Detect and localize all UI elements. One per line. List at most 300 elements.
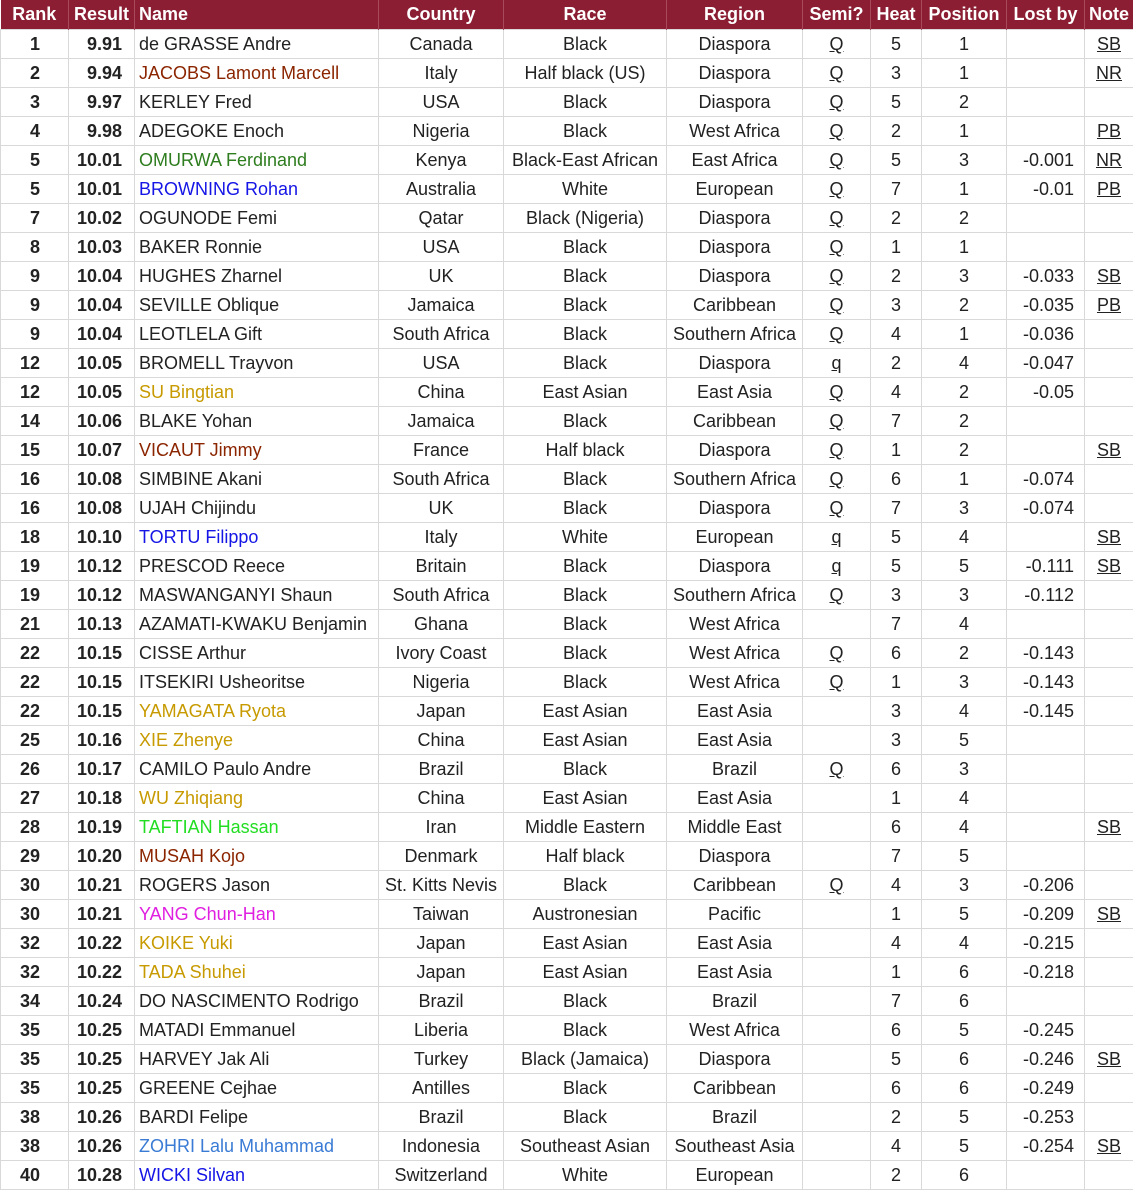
semi-qualifier-link xyxy=(803,987,871,1016)
athlete-name: HARVEY Jak Ali xyxy=(135,1045,379,1074)
position-cell: 5 xyxy=(922,1132,1007,1161)
region-cell: East Asia xyxy=(667,697,803,726)
region-cell: Southeast Asia xyxy=(667,1132,803,1161)
semi-qualifier-link[interactable]: Q xyxy=(803,233,871,262)
athlete-name: OGUNODE Femi xyxy=(135,204,379,233)
note-link xyxy=(1085,755,1133,784)
heat-cell: 1 xyxy=(871,900,922,929)
country-cell: Jamaica xyxy=(379,291,504,320)
region-cell: Brazil xyxy=(667,1103,803,1132)
semi-qualifier-link[interactable]: Q xyxy=(803,175,871,204)
lost-by-cell: -0.143 xyxy=(1007,668,1085,697)
result-cell: 9.91 xyxy=(69,30,135,59)
position-cell: 4 xyxy=(922,929,1007,958)
note-link[interactable]: SB xyxy=(1085,552,1133,581)
region-cell: European xyxy=(667,523,803,552)
semi-qualifier-link[interactable]: Q xyxy=(803,291,871,320)
note-link xyxy=(1085,639,1133,668)
header-region[interactable]: Region xyxy=(667,0,803,30)
region-cell: East Asia xyxy=(667,958,803,987)
country-cell: Italy xyxy=(379,59,504,88)
region-cell: Diaspora xyxy=(667,552,803,581)
rank-cell: 19 xyxy=(1,581,69,610)
rank-cell: 5 xyxy=(1,175,69,204)
semi-qualifier-link xyxy=(803,842,871,871)
position-cell: 5 xyxy=(922,900,1007,929)
note-link xyxy=(1085,697,1133,726)
race-cell: Black xyxy=(504,30,667,59)
country-cell: Jamaica xyxy=(379,407,504,436)
rank-cell: 1 xyxy=(1,30,69,59)
heat-cell: 1 xyxy=(871,784,922,813)
heat-cell: 3 xyxy=(871,291,922,320)
athlete-name: TAFTIAN Hassan xyxy=(135,813,379,842)
position-cell: 3 xyxy=(922,581,1007,610)
note-link[interactable]: SB xyxy=(1085,523,1133,552)
header-country[interactable]: Country xyxy=(379,0,504,30)
table-row xyxy=(1,610,1133,639)
lost-by-cell: -0.074 xyxy=(1007,494,1085,523)
rank-cell: 16 xyxy=(1,465,69,494)
region-cell: Southern Africa xyxy=(667,320,803,349)
athlete-name: SEVILLE Oblique xyxy=(135,291,379,320)
rank-cell: 5 xyxy=(1,146,69,175)
position-cell: 2 xyxy=(922,639,1007,668)
region-cell: West Africa xyxy=(667,117,803,146)
lost-by-cell: -0.111 xyxy=(1007,552,1085,581)
athlete-name: PRESCOD Reece xyxy=(135,552,379,581)
table-row xyxy=(1,59,1133,88)
header-heat[interactable]: Heat xyxy=(871,0,922,30)
rank-cell: 22 xyxy=(1,639,69,668)
country-cell: USA xyxy=(379,88,504,117)
heat-cell: 3 xyxy=(871,726,922,755)
position-cell: 2 xyxy=(922,407,1007,436)
region-cell: East Africa xyxy=(667,146,803,175)
note-link xyxy=(1085,668,1133,697)
note-link xyxy=(1085,958,1133,987)
athlete-name: MUSAH Kojo xyxy=(135,842,379,871)
athlete-name: de GRASSE Andre xyxy=(135,30,379,59)
region-cell: Diaspora xyxy=(667,349,803,378)
semi-qualifier-link[interactable]: Q xyxy=(803,88,871,117)
lost-by-cell xyxy=(1007,610,1085,639)
athlete-name: SU Bingtian xyxy=(135,378,379,407)
rank-cell: 9 xyxy=(1,320,69,349)
rank-cell: 21 xyxy=(1,610,69,639)
lost-by-cell xyxy=(1007,726,1085,755)
athlete-name: KOIKE Yuki xyxy=(135,929,379,958)
table-row xyxy=(1,697,1133,726)
race-cell: Black xyxy=(504,1074,667,1103)
lost-by-cell: -0.215 xyxy=(1007,929,1085,958)
athlete-name: ADEGOKE Enoch xyxy=(135,117,379,146)
table-body xyxy=(1,30,1133,1190)
region-cell: Middle East xyxy=(667,813,803,842)
rank-cell: 25 xyxy=(1,726,69,755)
result-cell: 10.06 xyxy=(69,407,135,436)
race-cell: Black xyxy=(504,1016,667,1045)
heat-cell: 1 xyxy=(871,436,922,465)
note-link[interactable]: NR xyxy=(1085,146,1133,175)
semi-qualifier-link xyxy=(803,900,871,929)
country-cell: Qatar xyxy=(379,204,504,233)
country-cell: Britain xyxy=(379,552,504,581)
region-cell: Caribbean xyxy=(667,1074,803,1103)
lost-by-cell xyxy=(1007,30,1085,59)
result-cell: 10.22 xyxy=(69,958,135,987)
semi-qualifier-link[interactable]: q xyxy=(803,523,871,552)
race-cell: East Asian xyxy=(504,958,667,987)
heat-cell: 7 xyxy=(871,175,922,204)
header-semi[interactable]: Semi? xyxy=(803,0,871,30)
race-cell: East Asian xyxy=(504,697,667,726)
athlete-name: CAMILO Paulo Andre xyxy=(135,755,379,784)
header-race[interactable]: Race xyxy=(504,0,667,30)
athlete-name: UJAH Chijindu xyxy=(135,494,379,523)
semi-qualifier-link[interactable]: q xyxy=(803,349,871,378)
position-cell: 3 xyxy=(922,146,1007,175)
race-cell: White xyxy=(504,1161,667,1190)
race-cell: Black xyxy=(504,88,667,117)
position-cell: 4 xyxy=(922,784,1007,813)
semi-qualifier-link[interactable]: Q xyxy=(803,755,871,784)
rank-cell: 12 xyxy=(1,349,69,378)
semi-qualifier-link[interactable]: Q xyxy=(803,668,871,697)
result-cell: 10.24 xyxy=(69,987,135,1016)
lost-by-cell xyxy=(1007,755,1085,784)
heat-cell: 5 xyxy=(871,88,922,117)
semi-qualifier-link xyxy=(803,813,871,842)
country-cell: Canada xyxy=(379,30,504,59)
lost-by-cell: -0.033 xyxy=(1007,262,1085,291)
semi-qualifier-link[interactable]: Q xyxy=(803,204,871,233)
lost-by-cell xyxy=(1007,233,1085,262)
athlete-name: BROMELL Trayvon xyxy=(135,349,379,378)
result-cell: 10.16 xyxy=(69,726,135,755)
lost-by-cell xyxy=(1007,784,1085,813)
table-row xyxy=(1,291,1133,320)
heat-cell: 6 xyxy=(871,813,922,842)
region-cell: Diaspora xyxy=(667,59,803,88)
rank-cell: 30 xyxy=(1,871,69,900)
athlete-name: AZAMATI-KWAKU Benjamin xyxy=(135,610,379,639)
race-cell: Black xyxy=(504,320,667,349)
rank-cell: 32 xyxy=(1,929,69,958)
table-row xyxy=(1,88,1133,117)
lost-by-cell xyxy=(1007,813,1085,842)
note-link[interactable]: SB xyxy=(1085,1045,1133,1074)
country-cell: Turkey xyxy=(379,1045,504,1074)
result-cell: 10.15 xyxy=(69,668,135,697)
country-cell: Japan xyxy=(379,958,504,987)
race-cell: Black xyxy=(504,262,667,291)
lost-by-cell xyxy=(1007,59,1085,88)
lost-by-cell xyxy=(1007,1161,1085,1190)
athlete-name: MASWANGANYI Shaun xyxy=(135,581,379,610)
region-cell: West Africa xyxy=(667,1016,803,1045)
country-cell: USA xyxy=(379,349,504,378)
position-cell: 6 xyxy=(922,1074,1007,1103)
table-row xyxy=(1,146,1133,175)
heat-cell: 4 xyxy=(871,378,922,407)
note-link xyxy=(1085,233,1133,262)
athlete-name: WU Zhiqiang xyxy=(135,784,379,813)
semi-qualifier-link[interactable]: Q xyxy=(803,320,871,349)
race-cell: Austronesian xyxy=(504,900,667,929)
country-cell: UK xyxy=(379,262,504,291)
position-cell: 5 xyxy=(922,842,1007,871)
heat-cell: 1 xyxy=(871,668,922,697)
position-cell: 2 xyxy=(922,291,1007,320)
race-cell: Black xyxy=(504,871,667,900)
table-row xyxy=(1,987,1133,1016)
note-link[interactable]: SB xyxy=(1085,813,1133,842)
heat-cell: 2 xyxy=(871,1161,922,1190)
position-cell: 2 xyxy=(922,204,1007,233)
race-cell: Half black (US) xyxy=(504,59,667,88)
position-cell: 1 xyxy=(922,465,1007,494)
heat-cell: 4 xyxy=(871,929,922,958)
athlete-name: JACOBS Lamont Marcell xyxy=(135,59,379,88)
country-cell: Antilles xyxy=(379,1074,504,1103)
race-cell: Middle Eastern xyxy=(504,813,667,842)
note-link[interactable]: NR xyxy=(1085,59,1133,88)
result-cell: 10.25 xyxy=(69,1016,135,1045)
race-cell: Southeast Asian xyxy=(504,1132,667,1161)
note-link xyxy=(1085,1103,1133,1132)
lost-by-cell: -0.01 xyxy=(1007,175,1085,204)
semi-qualifier-link xyxy=(803,784,871,813)
semi-qualifier-link xyxy=(803,1103,871,1132)
athlete-name: BLAKE Yohan xyxy=(135,407,379,436)
lost-by-cell: -0.035 xyxy=(1007,291,1085,320)
note-link xyxy=(1085,1161,1133,1190)
note-link[interactable]: SB xyxy=(1085,436,1133,465)
result-cell: 10.15 xyxy=(69,697,135,726)
semi-qualifier-link[interactable]: Q xyxy=(803,871,871,900)
header-lost-by[interactable]: Lost by xyxy=(1007,0,1085,30)
note-link[interactable]: SB xyxy=(1085,1132,1133,1161)
note-link xyxy=(1085,88,1133,117)
race-cell: Black xyxy=(504,639,667,668)
result-cell: 10.15 xyxy=(69,639,135,668)
table-row xyxy=(1,639,1133,668)
region-cell: West Africa xyxy=(667,639,803,668)
country-cell: Ghana xyxy=(379,610,504,639)
rank-cell: 30 xyxy=(1,900,69,929)
rank-cell: 35 xyxy=(1,1016,69,1045)
region-cell: Pacific xyxy=(667,900,803,929)
country-cell: Switzerland xyxy=(379,1161,504,1190)
lost-by-cell xyxy=(1007,523,1085,552)
country-cell: Brazil xyxy=(379,755,504,784)
region-cell: Southern Africa xyxy=(667,465,803,494)
race-cell: Half black xyxy=(504,842,667,871)
heat-cell: 3 xyxy=(871,59,922,88)
semi-qualifier-link[interactable]: Q xyxy=(803,639,871,668)
race-cell: East Asian xyxy=(504,378,667,407)
note-link xyxy=(1085,1016,1133,1045)
position-cell: 5 xyxy=(922,726,1007,755)
table-row xyxy=(1,494,1133,523)
table-row xyxy=(1,581,1133,610)
region-cell: Diaspora xyxy=(667,436,803,465)
country-cell: Japan xyxy=(379,697,504,726)
note-link[interactable]: SB xyxy=(1085,30,1133,59)
country-cell: South Africa xyxy=(379,465,504,494)
heat-cell: 2 xyxy=(871,262,922,291)
semi-qualifier-link[interactable]: Q xyxy=(803,30,871,59)
semi-qualifier-link[interactable]: Q xyxy=(803,59,871,88)
race-cell: Black xyxy=(504,755,667,784)
table-row xyxy=(1,929,1133,958)
race-cell: White xyxy=(504,523,667,552)
result-cell: 9.98 xyxy=(69,117,135,146)
position-cell: 3 xyxy=(922,871,1007,900)
position-cell: 6 xyxy=(922,987,1007,1016)
result-cell: 10.25 xyxy=(69,1045,135,1074)
result-cell: 10.05 xyxy=(69,378,135,407)
rank-cell: 9 xyxy=(1,262,69,291)
semi-qualifier-link[interactable]: Q xyxy=(803,407,871,436)
position-cell: 3 xyxy=(922,494,1007,523)
heat-cell: 3 xyxy=(871,581,922,610)
country-cell: China xyxy=(379,378,504,407)
lost-by-cell xyxy=(1007,436,1085,465)
race-cell: Black xyxy=(504,465,667,494)
semi-qualifier-link[interactable]: Q xyxy=(803,465,871,494)
rank-cell: 29 xyxy=(1,842,69,871)
country-cell: Italy xyxy=(379,523,504,552)
athlete-name: BROWNING Rohan xyxy=(135,175,379,204)
position-cell: 6 xyxy=(922,1045,1007,1074)
result-cell: 10.22 xyxy=(69,929,135,958)
semi-qualifier-link[interactable]: Q xyxy=(803,436,871,465)
lost-by-cell: -0.145 xyxy=(1007,697,1085,726)
lost-by-cell xyxy=(1007,407,1085,436)
position-cell: 4 xyxy=(922,610,1007,639)
race-cell: Black xyxy=(504,552,667,581)
result-cell: 9.97 xyxy=(69,88,135,117)
athlete-name: ZOHRI Lalu Muhammad xyxy=(135,1132,379,1161)
lost-by-cell: -0.246 xyxy=(1007,1045,1085,1074)
athlete-name: ROGERS Jason xyxy=(135,871,379,900)
semi-qualifier-link[interactable]: Q xyxy=(803,581,871,610)
note-link[interactable]: PB xyxy=(1085,175,1133,204)
table-row xyxy=(1,668,1133,697)
country-cell: China xyxy=(379,784,504,813)
position-cell: 6 xyxy=(922,1161,1007,1190)
region-cell: East Asia xyxy=(667,378,803,407)
athlete-name: MATADI Emmanuel xyxy=(135,1016,379,1045)
semi-qualifier-link[interactable]: Q xyxy=(803,378,871,407)
semi-qualifier-link[interactable]: Q xyxy=(803,117,871,146)
rank-cell: 22 xyxy=(1,697,69,726)
heat-cell: 6 xyxy=(871,639,922,668)
result-cell: 10.01 xyxy=(69,146,135,175)
heat-cell: 6 xyxy=(871,465,922,494)
semi-qualifier-link[interactable]: Q xyxy=(803,494,871,523)
race-cell: Black xyxy=(504,494,667,523)
note-link xyxy=(1085,494,1133,523)
table-row xyxy=(1,30,1133,59)
note-link xyxy=(1085,726,1133,755)
header-rank[interactable]: Rank xyxy=(1,0,69,30)
lost-by-cell: -0.218 xyxy=(1007,958,1085,987)
lost-by-cell: -0.074 xyxy=(1007,465,1085,494)
note-link[interactable]: PB xyxy=(1085,291,1133,320)
note-link[interactable]: SB xyxy=(1085,262,1133,291)
result-cell: 10.26 xyxy=(69,1103,135,1132)
rank-cell: 38 xyxy=(1,1132,69,1161)
region-cell: East Asia xyxy=(667,784,803,813)
heat-cell: 5 xyxy=(871,552,922,581)
semi-qualifier-link[interactable]: Q xyxy=(803,146,871,175)
country-cell: Denmark xyxy=(379,842,504,871)
region-cell: West Africa xyxy=(667,668,803,697)
result-cell: 10.13 xyxy=(69,610,135,639)
result-cell: 10.02 xyxy=(69,204,135,233)
lost-by-cell: -0.05 xyxy=(1007,378,1085,407)
race-cell: Black xyxy=(504,987,667,1016)
table-row xyxy=(1,552,1133,581)
semi-qualifier-link xyxy=(803,958,871,987)
result-cell: 10.07 xyxy=(69,436,135,465)
region-cell: Diaspora xyxy=(667,204,803,233)
rank-cell: 12 xyxy=(1,378,69,407)
semi-qualifier-link[interactable]: q xyxy=(803,552,871,581)
lost-by-cell: -0.245 xyxy=(1007,1016,1085,1045)
note-link xyxy=(1085,204,1133,233)
heat-cell: 7 xyxy=(871,610,922,639)
semi-qualifier-link xyxy=(803,1074,871,1103)
header-result[interactable]: Result xyxy=(69,0,135,30)
result-cell: 10.01 xyxy=(69,175,135,204)
region-cell: East Asia xyxy=(667,726,803,755)
result-cell: 10.05 xyxy=(69,349,135,378)
header-position[interactable]: Position xyxy=(922,0,1007,30)
note-link[interactable]: SB xyxy=(1085,900,1133,929)
header-note[interactable]: Note xyxy=(1085,0,1133,30)
race-cell: White xyxy=(504,175,667,204)
country-cell: Australia xyxy=(379,175,504,204)
table-row xyxy=(1,378,1133,407)
athlete-name: BARDI Felipe xyxy=(135,1103,379,1132)
rank-cell: 40 xyxy=(1,1161,69,1190)
country-cell: Nigeria xyxy=(379,668,504,697)
note-link xyxy=(1085,407,1133,436)
rank-cell: 27 xyxy=(1,784,69,813)
rank-cell: 14 xyxy=(1,407,69,436)
result-cell: 10.03 xyxy=(69,233,135,262)
race-cell: Black xyxy=(504,349,667,378)
region-cell: Brazil xyxy=(667,987,803,1016)
note-link[interactable]: PB xyxy=(1085,117,1133,146)
result-cell: 10.04 xyxy=(69,291,135,320)
position-cell: 4 xyxy=(922,349,1007,378)
athlete-name: XIE Zhenye xyxy=(135,726,379,755)
lost-by-cell: -0.206 xyxy=(1007,871,1085,900)
race-cell: East Asian xyxy=(504,929,667,958)
country-cell: Nigeria xyxy=(379,117,504,146)
table-row xyxy=(1,1103,1133,1132)
position-cell: 5 xyxy=(922,552,1007,581)
header-name[interactable]: Name xyxy=(135,0,379,30)
semi-qualifier-link[interactable]: Q xyxy=(803,262,871,291)
lost-by-cell: -0.209 xyxy=(1007,900,1085,929)
table-row xyxy=(1,900,1133,929)
